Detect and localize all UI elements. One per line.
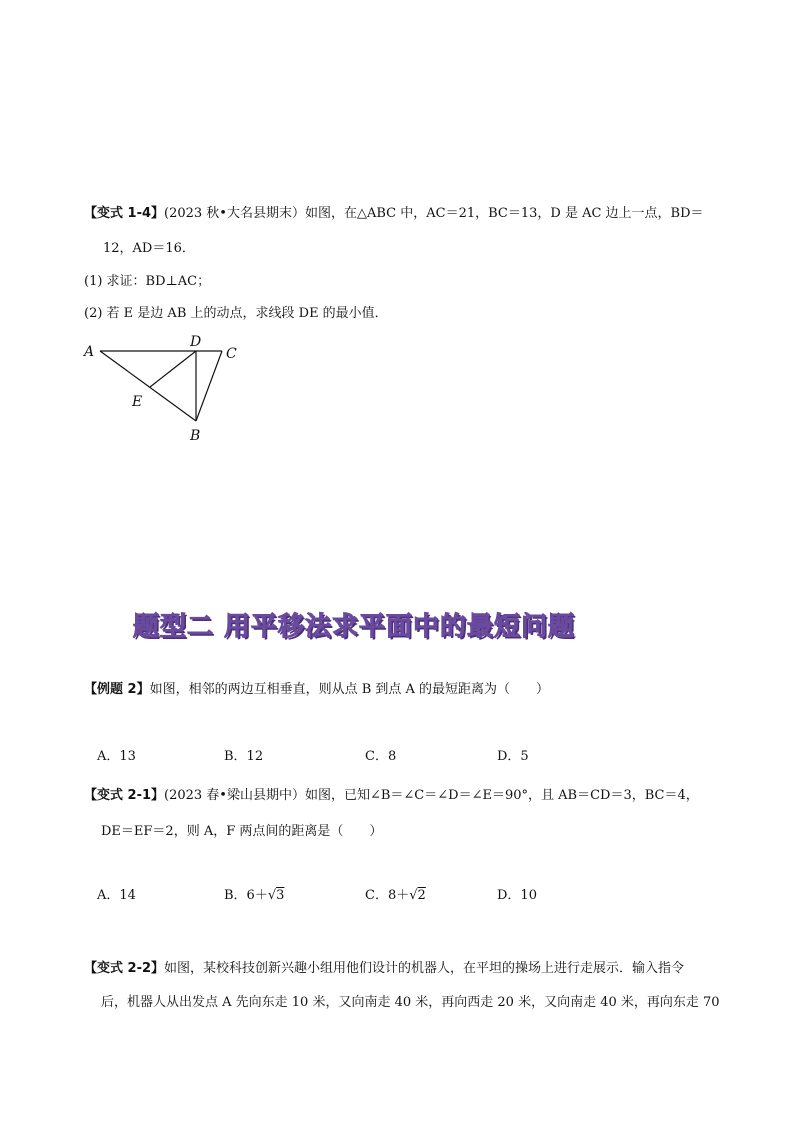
example-2-text: 如图，相邻的两边互相垂直，则从点 B 到点 A 的最短距离为（ ） [149, 682, 550, 697]
label-c: C [226, 346, 237, 362]
problem-2-1-tag: 【变式 2-1】 [84, 788, 165, 803]
segment-ab [100, 351, 196, 421]
segment-de [150, 351, 196, 387]
option-c-radicand: 2 [417, 888, 426, 903]
option-b-prefix: B．6＋√ [224, 888, 277, 903]
label-a: A [84, 344, 95, 360]
section-heading: 题型二 用平移法求平面中的最短问题 [133, 612, 576, 642]
example-2-line [84, 681, 549, 699]
problem-2-1-line2: DE＝EF＝2，则 A，F 两点间的距离是（ ） [101, 824, 383, 839]
problem-2-2-line1 [84, 960, 684, 978]
problem-1-4-part2: (2) 若 E 是边 AB 上的动点，求线段 DE 的最小值． [84, 306, 388, 321]
option-b-radicand: 3 [276, 888, 285, 903]
problem-2-1-option-d: D．10 [497, 888, 537, 903]
triangle-figure [80, 330, 260, 450]
label-d: D [190, 334, 202, 350]
example-2-tag: 【例题 2】 [84, 682, 150, 697]
problem-1-4-line1 [84, 205, 704, 223]
problem-1-4-line2: 12，AD＝16． [103, 241, 195, 256]
option-c-prefix: C．8＋√ [365, 888, 418, 903]
problem-2-1-text1: (2023 春•梁山县期中）如图，已知∠B＝∠C＝∠D＝∠E＝90°，且 AB＝CD＝3，BC＝4， [164, 788, 699, 803]
example-2-option-c: C．8 [365, 749, 397, 764]
problem-2-1-option-b [224, 887, 284, 905]
label-b: B [190, 428, 201, 444]
problem-2-1-line1 [84, 787, 699, 805]
problem-2-1-option-a: A．14 [97, 888, 136, 903]
example-2-option-d: D．5 [497, 749, 529, 764]
segment-cb [196, 351, 222, 421]
problem-1-4-part1: (1) 求证：BD⊥AC； [84, 274, 211, 289]
problem-2-1-option-c [365, 887, 426, 905]
problem-1-4-tag: 【变式 1-4】 [84, 206, 165, 221]
label-e: E [132, 394, 143, 410]
problem-1-4-text1: (2023 秋•大名县期末）如图，在△ABC 中，AC＝21，BC＝13，D 是 AC 边上一点，BD＝ [164, 206, 704, 221]
problem-2-2-tag: 【变式 2-2】 [84, 961, 165, 976]
problem-2-2-line2: 后，机器人从出发点 A 先向东走 10 米，又向南走 40 米，再向西走 20 米，又向南走 40 米，再向东走 70 [101, 995, 720, 1010]
example-2-option-a: A．13 [97, 749, 136, 764]
problem-2-2-text1: 如图，某校科技创新兴趣小组用他们设计的机器人，在平坦的操场上进行走展示．输入指令 [164, 961, 685, 976]
example-2-option-b: B．12 [224, 749, 264, 764]
